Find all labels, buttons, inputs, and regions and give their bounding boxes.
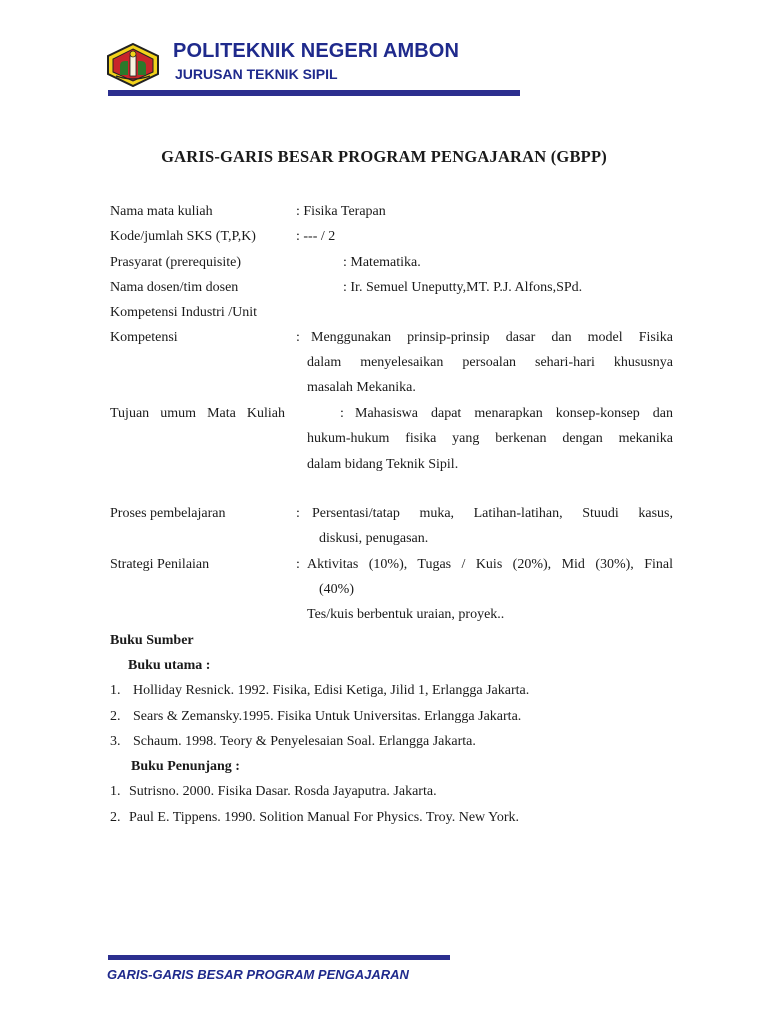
field-value-tujuan-line3: dalam bidang Teknik Sipil. — [307, 457, 459, 472]
list-item: Paul E. Tippens. 1990. Solition Manual For Physics. Troy. New York. — [129, 810, 519, 825]
field-label-tujuan: Tujuan umum Mata Kuliah — [110, 406, 285, 421]
header-divider — [108, 90, 520, 96]
list-item: Sutrisno. 2000. Fisika Dasar. Rosda Jayaputra. Jakarta. — [129, 784, 437, 799]
buku-utama-heading: Buku utama : — [128, 658, 211, 673]
field-label-kompetensi-line2: Kompetensi — [110, 330, 178, 345]
field-value-tujuan-line1: Mahasiswa dapat menarapkan konsep-konsep dan — [355, 406, 673, 421]
list-item-number: 3. — [110, 734, 121, 749]
field-value-proses-line2: diskusi, penugasan. — [319, 531, 429, 546]
field-value-strategi-line1: Aktivitas (10%), Tugas / Kuis (20%), Mid (30%), Final — [307, 557, 673, 572]
field-value-kode-sks: : --- / 2 — [296, 229, 336, 244]
buku-sumber-heading: Buku Sumber — [110, 633, 194, 648]
document-title: GARIS-GARIS BESAR PROGRAM PENGAJARAN (GBPP) — [161, 147, 607, 166]
field-value-strategi-line3: Tes/kuis berbentuk uraian, proyek.. — [307, 607, 505, 622]
field-value-dosen: : Ir. Semuel Uneputty,MT. P.J. Alfons,SPd. — [343, 280, 583, 295]
field-colon-strategi: : — [296, 557, 300, 572]
field-label-kompetensi-line1: Kompetensi Industri /Unit — [110, 305, 257, 320]
field-colon-tujuan: : — [340, 406, 344, 421]
field-label-proses: Proses pembelajaran — [110, 506, 226, 521]
field-value-kompetensi-line2: dalam menyelesaikan persoalan sehari-hari khususnya — [307, 355, 673, 370]
institution-logo-icon — [106, 42, 160, 88]
list-item-number: 1. — [110, 784, 121, 799]
field-value-nama-mata-kuliah: : Fisika Terapan — [296, 204, 386, 219]
list-item-number: 1. — [110, 683, 121, 698]
field-value-kompetensi-line1: Menggunakan prinsip-prinsip dasar dan model Fisika — [311, 330, 673, 345]
institution-name: POLITEKNIK NEGERI AMBON — [173, 40, 460, 62]
list-item-number: 2. — [110, 709, 121, 724]
field-colon-proses: : — [296, 506, 300, 521]
list-item-number: 2. — [110, 810, 121, 825]
field-label-kode-sks: Kode/jumlah SKS (T,P,K) — [110, 229, 256, 244]
list-item: Holliday Resnick. 1992. Fisika, Edisi Ketiga, Jilid 1, Erlangga Jakarta. — [133, 683, 530, 698]
list-item: Sears & Zemansky.1995. Fisika Untuk Universitas. Erlangga Jakarta. — [133, 709, 522, 724]
field-value-proses-line1: Persentasi/tatap muka, Latihan-latihan, Stuudi kasus, — [312, 506, 673, 521]
field-value-strategi-line2: (40%) — [319, 582, 354, 597]
field-value-tujuan-line2: hukum-hukum fisika yang berkenan dengan mekanika — [307, 431, 673, 446]
field-value-kompetensi-line3: masalah Mekanika. — [307, 380, 416, 395]
buku-penunjang-heading: Buku Penunjang : — [131, 759, 240, 774]
field-colon-kompetensi: : — [296, 330, 300, 345]
field-value-prasyarat: : Matematika. — [343, 255, 421, 270]
list-item: Schaum. 1998. Teory & Penyelesaian Soal. Erlangga Jakarta. — [133, 734, 476, 749]
field-label-strategi: Strategi Penilaian — [110, 557, 210, 572]
footer-divider — [108, 955, 450, 960]
department-name: JURUSAN TEKNIK SIPIL — [175, 66, 338, 82]
field-label-nama-mata-kuliah: Nama mata kuliah — [110, 204, 213, 219]
footer-title: GARIS-GARIS BESAR PROGRAM PENGAJARAN — [107, 967, 409, 982]
field-label-prasyarat: Prasyarat (prerequisite) — [110, 255, 241, 270]
field-label-dosen: Nama dosen/tim dosen — [110, 280, 239, 295]
